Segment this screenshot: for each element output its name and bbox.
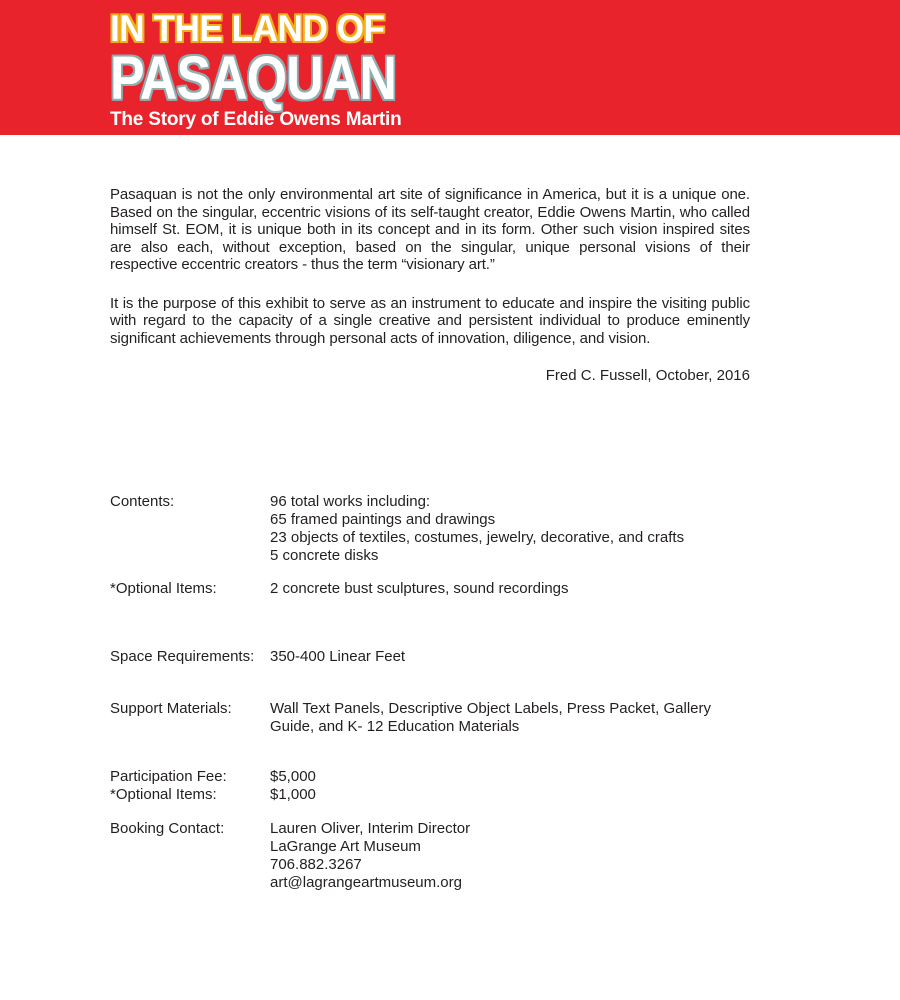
booking-contact-phone: 706.882.3267 [270,855,362,873]
detail-value-line: Wall Text Panels, Descriptive Object Labels, Press Packet, Gallery [270,699,712,717]
intro-paragraph-2: It is the purpose of this exhibit to serve as an instrument to educate and inspire the visiting public with regard to the capacity of a single creative and persistent individual to produce eminently significant achievements through personal acts of innovation, diligence, and vision. [110,294,750,347]
detail-label: Support Materials: [110,699,232,717]
exhibit-details-list [110,493,750,892]
detail-value-line: 350-400 Linear Feet [270,647,406,665]
detail-label: Booking Contact: [110,819,225,837]
flyer-subtitle: The Story of Eddie Owens Martin [110,109,402,130]
detail-value-line: 23 objects of textiles, costumes, jewelry, decorative, and crafts [270,528,685,546]
detail-label: Contents: [110,492,175,510]
detail-value-line: 5 concrete disks [270,546,379,564]
detail-row-space-requirements [110,648,750,666]
booking-contact-name: Lauren Oliver, Interim Director [270,819,471,837]
detail-label: *Optional Items: [110,785,217,803]
detail-value-line: 96 total works including: [270,492,431,510]
detail-label: Space Requirements: [110,647,255,665]
detail-row-booking-contact [110,820,750,892]
detail-value-line: $5,000 [270,767,316,785]
detail-value-line: $1,000 [270,785,316,803]
detail-value [270,648,750,666]
signoff-byline: Fred C. Fussell, October, 2016 [545,367,750,384]
detail-value-line: Guide, and K- 12 Education Materials [270,717,520,735]
title-line-1: IN THE LAND OF [110,8,385,49]
detail-value [270,768,750,786]
flyer-body [0,186,900,892]
detail-value [270,580,750,598]
detail-value-line: 65 framed paintings and drawings [270,510,496,528]
detail-row-participation-fee [110,768,750,786]
title-line-2: PASAQUAN [110,44,397,112]
detail-value [270,700,750,736]
detail-value [270,493,750,565]
detail-value [270,786,750,804]
header-banner [0,0,900,135]
booking-contact-org: LaGrange Art Museum [270,837,421,855]
detail-row-optional-items-fee [110,786,750,804]
banner-title-block [0,0,900,131]
detail-label: *Optional Items: [110,579,217,597]
detail-row-support-materials [110,700,750,736]
detail-value-line: 2 concrete bust sculptures, sound recordings [270,579,569,597]
detail-row-contents [110,493,750,565]
detail-label: Participation Fee: [110,767,227,785]
detail-row-optional-items [110,580,750,598]
intro-paragraph-1: Pasaquan is not the only environmental art site of significance in America, but it is a unique one. Based on the singular, eccentric visions of its self-taught creator, Eddie Owens Martin, who called himself St. EOM, it is unique both in its concept and in its form. Other such vision inspired sites are also each, without exception, based on the singular, unique personal visions of their respective eccentric creators - thus the term “visionary art.” [110,186,750,273]
detail-value [270,820,750,892]
booking-contact-email: art@lagrangeartmuseum.org [270,873,462,891]
